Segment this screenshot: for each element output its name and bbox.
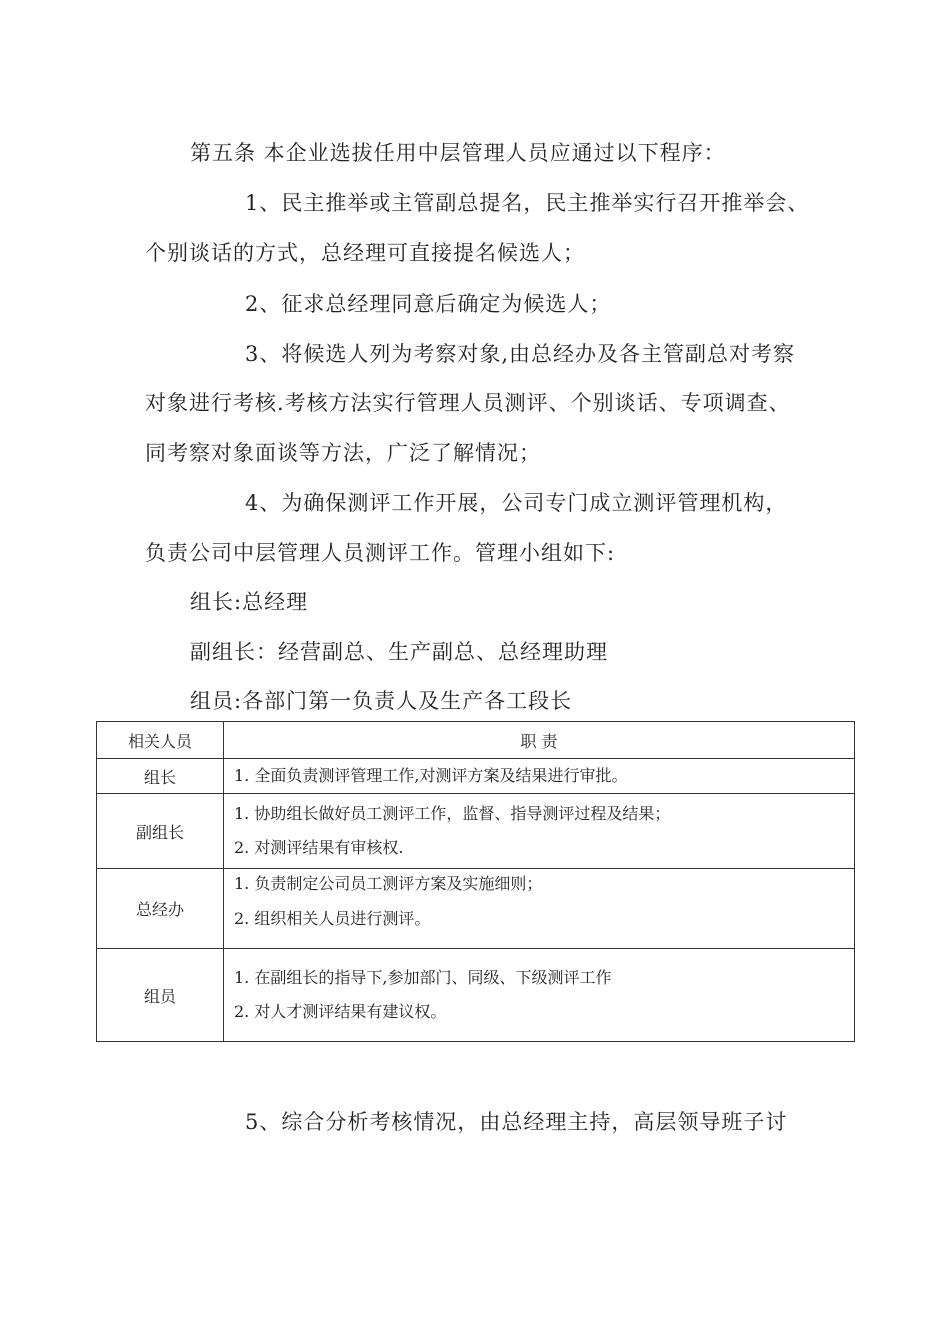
row-duties [224, 869, 855, 949]
paragraph-step4-line2: 负责公司中层管理人员测评工作。管理小组如下: [145, 541, 616, 565]
row-duties [224, 794, 855, 869]
paragraph-article-five: 第五条 本企业选拔任用中层管理人员应通过以下程序： [190, 141, 726, 165]
row-duties [224, 949, 855, 1042]
row-role: 组长 [97, 759, 224, 794]
row-role: 副组长 [97, 794, 224, 869]
header-role: 相关人员 [97, 722, 224, 759]
table-row [97, 794, 855, 869]
duty-item: 1. 全面负责测评管理工作,对测评方案及结果进行审批。 [234, 766, 628, 785]
paragraph-step1-line1: 1、民主推举或主管副总提名，民主推举实行召开推举会、 [245, 191, 810, 215]
paragraph-step4-line1: 4、为确保测评工作开展，公司专门成立测评管理机构， [245, 491, 788, 515]
row-duties [224, 759, 855, 794]
paragraph-step2: 2、征求总经理同意后确定为候选人； [245, 292, 612, 316]
paragraph-step5: 5、综合分析考核情况，由总经理主持，高层领导班子讨 [245, 1110, 788, 1134]
paragraph-step3-line1: 3、将候选人列为考察对象,由总经办及各主管副总对考察 [245, 342, 796, 366]
duty-item: 1. 在副组长的指导下,参加部门、同级、下级测评工作 [234, 968, 612, 987]
row-role: 组员 [97, 949, 224, 1042]
paragraph-step3-line3: 同考察对象面谈等方法，广泛了解情况； [145, 441, 541, 465]
duty-item: 2. 组织相关人员进行测评。 [234, 909, 431, 928]
vice-leader-line: 副组长：经营副总、生产副总、总经理助理 [190, 640, 608, 664]
group-leader-line: 组长:总经理 [190, 590, 309, 614]
table-row [97, 869, 855, 949]
paragraph-step1-line2: 个别谈话的方式，总经理可直接提名候选人； [145, 241, 585, 265]
duty-item: 1. 协助组长做好员工测评工作，监督、指导测评过程及结果； [234, 804, 671, 823]
duty-item: 1. 负责制定公司员工测评方案及实施细则； [234, 874, 543, 893]
paragraph-step3-line2: 对象进行考核.考核方法实行管理人员测评、个别谈话、专项调查、 [145, 391, 791, 415]
members-line: 组员:各部门第一负责人及生产各工段长 [190, 689, 573, 713]
table-row [97, 759, 855, 794]
table-row [97, 949, 855, 1042]
duty-item: 2. 对人才测评结果有建议权。 [234, 1002, 447, 1021]
duty-item: 2. 对测评结果有审核权. [234, 838, 404, 857]
row-role: 总经办 [97, 869, 224, 949]
header-duty: 职 责 [224, 722, 855, 759]
table-header-row [97, 722, 855, 759]
duty-table [96, 721, 855, 1042]
